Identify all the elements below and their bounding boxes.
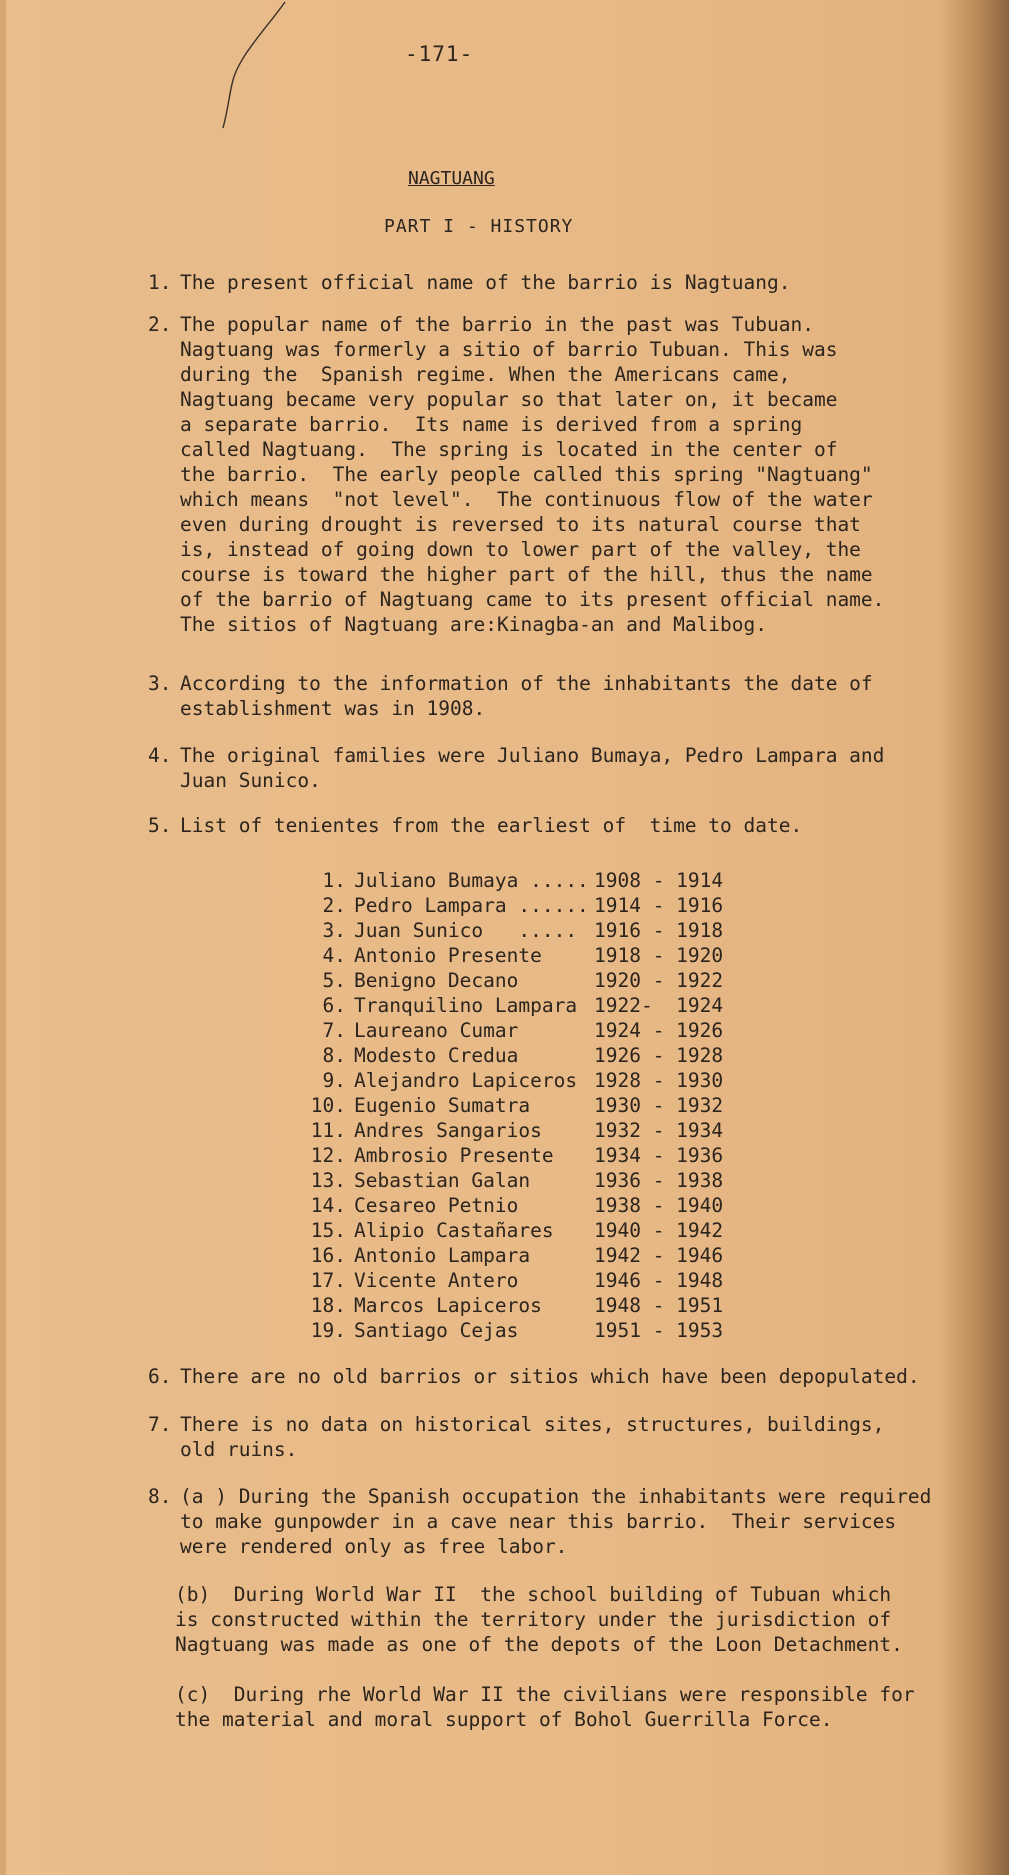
teniente-name: Sebastian Galan	[354, 1169, 531, 1192]
teniente-number: 8.	[322, 1044, 346, 1067]
teniente-name: Eugenio Sumatra	[354, 1094, 531, 1117]
teniente-name: Juliano Bumaya .....	[354, 869, 589, 892]
teniente-name: Modesto Credua	[354, 1044, 519, 1067]
teniente-years: 1938 - 1940	[594, 1194, 724, 1217]
teniente-number: 6.	[322, 994, 346, 1017]
item-text: (a ) During the Spanish occupation the inhabitants were required to make gunpowder in a cave near this barrio. Their services were rendered only as free labor.	[180, 1485, 932, 1558]
item-text: There are no old barrios or sitios which have been depopulated.	[180, 1365, 920, 1388]
teniente-years: 1914 - 1916	[594, 894, 724, 917]
teniente-number: 5.	[322, 969, 346, 992]
teniente-number: 11.	[310, 1119, 346, 1142]
item-text: The present official name of the barrio is Nagtuang.	[180, 271, 791, 294]
item-number: 4.	[148, 744, 172, 767]
teniente-years: 1920 - 1922	[594, 969, 724, 992]
teniente-years: 1934 - 1936	[594, 1144, 724, 1167]
item-text: The original families were Juliano Bumaya, Pedro Lampara and Juan Sunico.	[180, 744, 885, 792]
sub-item-c: (c) During rhe World War II the civilians were responsible for the material and moral support of Bohol Guerrilla Force.	[175, 1683, 915, 1731]
teniente-years: 1940 - 1942	[594, 1219, 724, 1242]
teniente-name: Cesareo Petnio	[354, 1194, 519, 1217]
teniente-number: 7.	[322, 1019, 346, 1042]
sub-item-b: (b) During World War II the school building of Tubuan which is constructed within the territory under the jurisdiction of Nagtuang was made as one of the depots of the Loon Detachment.	[175, 1583, 903, 1656]
teniente-name: Benigno Decano	[354, 969, 519, 992]
teniente-number: 10.	[310, 1094, 346, 1117]
teniente-number: 12.	[310, 1144, 346, 1167]
teniente-number: 17.	[310, 1269, 346, 1292]
item-number: 6.	[148, 1365, 172, 1388]
teniente-name: Tranquilino Lampara	[354, 994, 578, 1017]
teniente-years: 1924 - 1926	[594, 1019, 724, 1042]
teniente-name: Antonio Lampara	[354, 1244, 531, 1267]
list-item	[148, 1484, 932, 1584]
page-number: -171-	[405, 42, 474, 66]
teniente-years: 1936 - 1938	[594, 1169, 724, 1192]
teniente-name: Andres Sangarios	[354, 1119, 542, 1142]
teniente-years: 1928 - 1930	[594, 1069, 724, 1092]
page-edge	[0, 0, 6, 1875]
teniente-number: 15.	[310, 1219, 346, 1242]
teniente-name: Laureano Cumar	[354, 1019, 519, 1042]
item-number: 3.	[148, 672, 172, 695]
pencil-stroke-mark	[205, 0, 295, 150]
item-number: 8.	[148, 1485, 172, 1508]
teniente-number: 9.	[322, 1069, 346, 1092]
teniente-years: 1951 - 1953	[594, 1319, 724, 1342]
teniente-years: 1930 - 1932	[594, 1094, 724, 1117]
teniente-years: 1946 - 1948	[594, 1269, 724, 1292]
teniente-name: Alejandro Lapiceros	[354, 1069, 578, 1092]
part-heading: PART I - HISTORY	[384, 216, 574, 237]
teniente-name: Pedro Lampara ......	[354, 894, 589, 917]
teniente-years: 1948 - 1951	[594, 1294, 724, 1317]
teniente-number: 18.	[310, 1294, 346, 1317]
list-item	[148, 312, 885, 636]
item-text: The popular name of the barrio in the past was Tubuan. Nagtuang was formerly a sitio of barrio Tubuan. This was during the Spanish regime. When the Americans came, Nagtuang became very popular so that later on, it became a separate barrio. Its name is derived from a spring called Nagtuang. The spring is located in the center of the barrio. The early people called this spring "Nagtuang" which means "not level". The continuous flow of the water even during drought is reversed to its natural course that is, instead of going down to lower part of the valley, the course is toward the higher part of the hill, thus the name of the barrio of Nagtuang came to its present official name. The sitios of Nagtuang are:Kinagba-an and Malibog.	[180, 313, 885, 636]
item-number: 2.	[148, 313, 172, 336]
item-number: 7.	[148, 1413, 172, 1436]
teniente-years: 1932 - 1934	[594, 1119, 724, 1142]
item-number: 5.	[148, 814, 172, 837]
teniente-years: 1922- 1924	[594, 994, 724, 1017]
item-text: List of tenientes from the earliest of time to date.	[180, 814, 803, 837]
teniente-number: 1.	[322, 869, 346, 892]
teniente-name: Antonio Presente	[354, 944, 542, 967]
teniente-name: Alipio Castañares	[354, 1219, 554, 1242]
teniente-name: Vicente Antero	[354, 1269, 519, 1292]
teniente-number: 4.	[322, 944, 346, 967]
teniente-years: 1908 - 1914	[594, 869, 724, 892]
teniente-name: Juan Sunico .....	[354, 919, 578, 942]
item-text: There is no data on historical sites, structures, buildings, old ruins.	[180, 1413, 885, 1461]
teniente-years: 1926 - 1928	[594, 1044, 724, 1067]
teniente-number: 2.	[322, 894, 346, 917]
teniente-years: 1916 - 1918	[594, 919, 724, 942]
teniente-number: 14.	[310, 1194, 346, 1217]
teniente-number: 16.	[310, 1244, 346, 1267]
item-number: 1.	[148, 271, 172, 294]
teniente-years: 1918 - 1920	[594, 944, 724, 967]
page-title: NAGTUANG	[408, 168, 495, 189]
teniente-number: 13.	[310, 1169, 346, 1192]
item-text: According to the information of the inhabitants the date of establishment was in 1908.	[180, 672, 873, 720]
teniente-number: 3.	[322, 919, 346, 942]
teniente-name: Ambrosio Presente	[354, 1144, 554, 1167]
teniente-years: 1942 - 1946	[594, 1244, 724, 1267]
teniente-name: Marcos Lapiceros	[354, 1294, 542, 1317]
teniente-number: 19.	[310, 1319, 346, 1342]
teniente-name: Santiago Cejas	[354, 1319, 519, 1342]
